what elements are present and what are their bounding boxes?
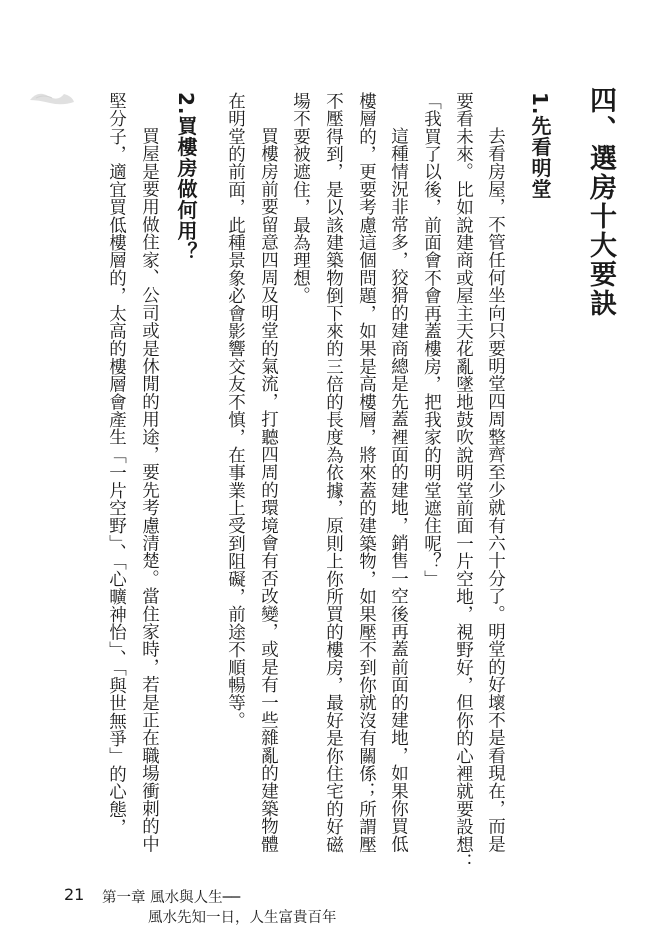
running-subtitle: 風水先知一日，人生富貴百年 (148, 910, 337, 926)
section2-col-2: 堅分子，適宜買低樓層的，太高的樓層會產生「一片空野」、「心曠神怡」、「與世無爭」的心態， (106, 92, 127, 836)
section1-col-6: 不壓得到，是以該建築物倒下來的三倍的長度為依據，原則上你所買的樓房，最好是你住宅的好磁 (323, 92, 344, 854)
section2-col-1: 買屋是要用做住家、公司或是休閒的用途，要先考慮清楚。當住家時，若是正在職場衝刺的中 (139, 127, 160, 853)
section1-col-7: 場不要被遮住，最為理想。 (290, 92, 311, 305)
section2-number: 2. (174, 92, 198, 116)
section2-title: 買樓房做何用？ (174, 115, 198, 263)
section1-number: 1. (528, 92, 552, 116)
section2-heading (172, 92, 201, 263)
running-chapter-title: 第一章 風水與人生── (102, 890, 241, 906)
page-number: 21 (64, 885, 85, 904)
section1-col-8: 買樓房前要留意四周及明堂的氣流，打聽四周的環境會有否改變，或是有一些雜亂的建築物體 (258, 127, 279, 853)
section1-col-5: 樓層的，更要考慮這個問題，如果是高樓層，將來蓋的建築物，如果壓不到你就沒有關係；所謂壓 (356, 92, 377, 854)
section1-col-2: 要看未來。比如說建商或屋主天花亂墜地鼓吹說明堂前面一片空地，視野好，但你的心裡就要設想： (453, 92, 474, 871)
section1-col-1: 去看房屋，不管任何坐向只要明堂四周整齊至少就有六十分了。明堂的好壞不是看現在，而是 (485, 127, 506, 853)
section1-col-3: 「我買了以後，前面會不會再蓋樓房，把我家的明堂遮住呢？」 (421, 92, 442, 588)
section1-col-4: 這種情況非常多，狡猾的建商總是先蓋裡面的建地，銷售一空後再蓋前面的建地，如果你買低 (388, 127, 409, 853)
section1-title: 先看明堂 (528, 115, 552, 200)
chapter-title: 四、選房十大要訣 (585, 86, 616, 318)
section1-heading (526, 92, 555, 200)
ink-smudge (28, 86, 76, 108)
section1-col-9: 在明堂的前面，此種景象必會影響交友不慎，在事業上受到阻礙，前途不順暢等。 (225, 92, 246, 730)
